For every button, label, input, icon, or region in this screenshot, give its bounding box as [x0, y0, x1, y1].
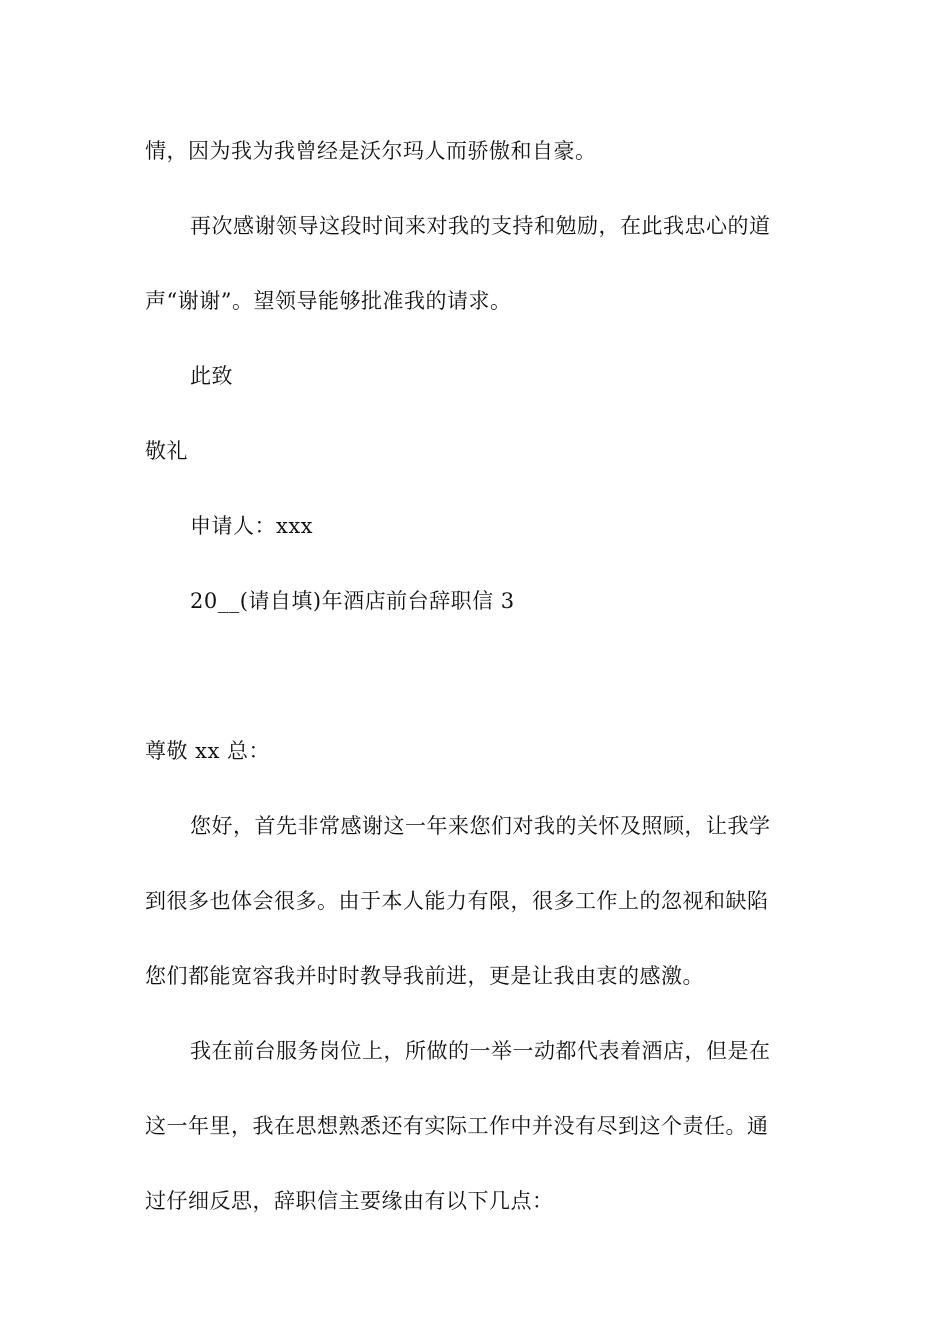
paragraph-line: 您们都能宽容我并时时教导我前进，更是让我由衷的感激。 [145, 964, 704, 988]
letter-salutation: 尊敬 xx 总： [145, 739, 271, 763]
paragraph-line: 您好，首先非常感谢这一年来您们对我的关怀及照顾，让我学 [190, 814, 771, 838]
paragraph-line: 过仔细反思，辞职信主要缘由有以下几点： [145, 1189, 554, 1213]
paragraph-line: 到很多也体会很多。由于本人能力有限，很多工作上的忽视和缺陷 [145, 889, 769, 913]
salutation-closing: 敬礼 [145, 439, 188, 463]
applicant-signature: 申请人：xxx [190, 514, 314, 538]
closing-phrase: 此致 [190, 364, 233, 388]
paragraph-line: 我在前台服务岗位上，所做的一举一动都代表着酒店，但是在 [190, 1039, 771, 1063]
paragraph-line: 情，因为我为我曾经是沃尔玛人而骄傲和自豪。 [145, 139, 597, 163]
paragraph-line: 声“谢谢”。望领导能够批准我的请求。 [145, 289, 512, 313]
letter-title: 20__(请自填)年酒店前台辞职信 3 [190, 589, 515, 613]
paragraph-line: 再次感谢领导这段时间来对我的支持和勉励，在此我忠心的道 [190, 214, 771, 238]
paragraph-line: 这一年里，我在思想熟悉还有实际工作中并没有尽到这个责任。通 [145, 1114, 769, 1138]
